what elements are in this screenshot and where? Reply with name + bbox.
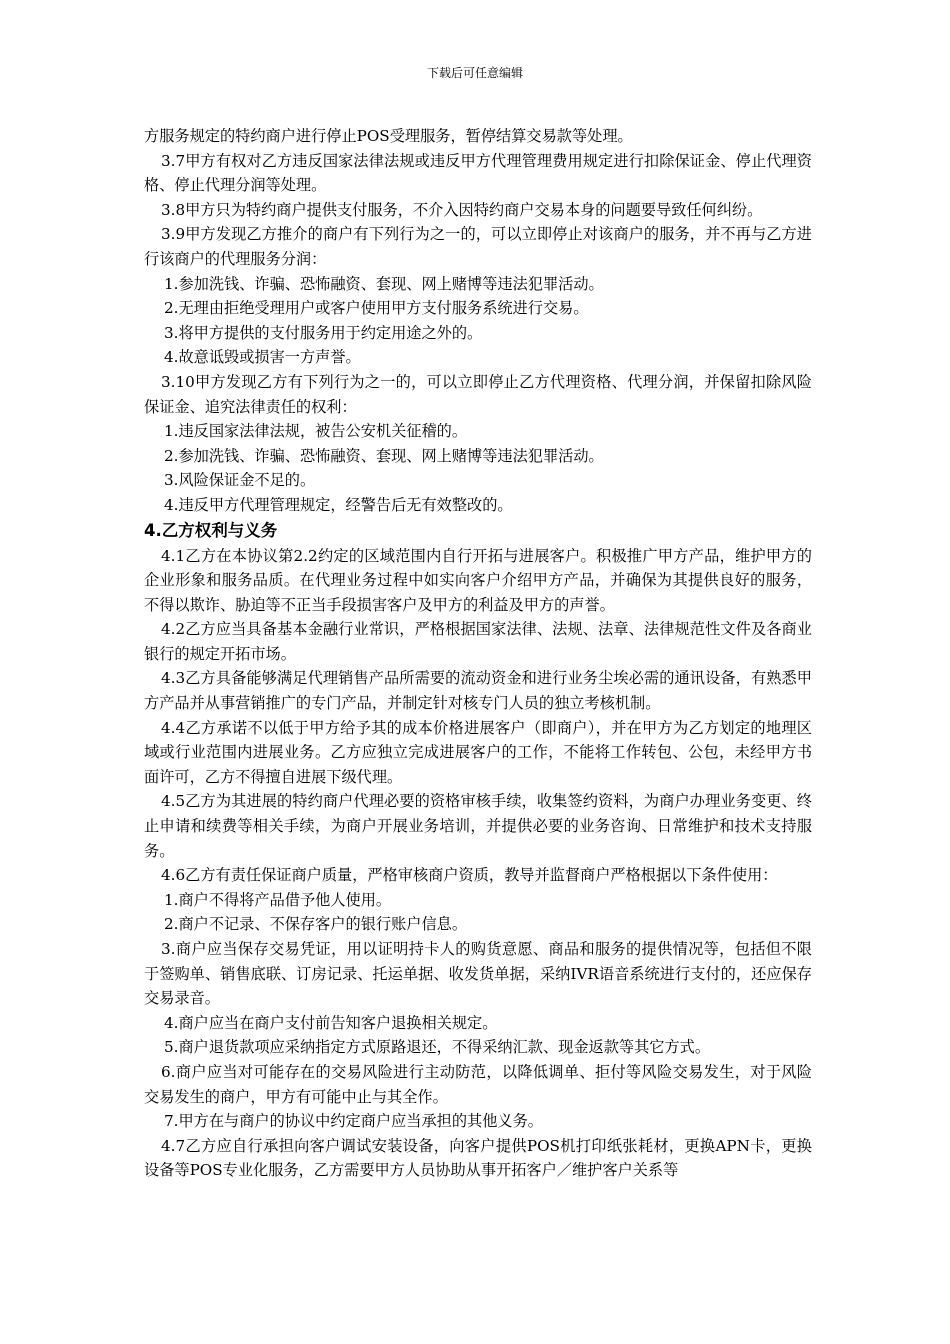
- paragraph: 方服务规定的特约商户进行停止POS受理服务，暂停结算交易款等处理。: [144, 127, 633, 145]
- clause-4-3: 4.3乙方具备能够满足代理销售产品所需要的流动资金和进行业务尘埃必需的通讯设备，有熟悉甲方产品并从事营销推广的专门产品，并制定针对核专门人员的独立考核机制。: [144, 669, 812, 713]
- list-item: 3.将甲方提供的支付服务用于约定用途之外的。: [164, 323, 483, 342]
- list-item: 2.无理由拒绝受理用户或客户使用甲方支付服务系统进行交易。: [164, 299, 589, 318]
- list-item: 7.甲方在与商户的协议中约定商户应当承担的其他义务。: [164, 1112, 543, 1131]
- list-item: 4.故意诋毁或损害一方声誉。: [164, 348, 361, 367]
- clause-4-5: 4.5乙方为其进展的特约商户代理必要的资格审核手续，收集签约资料，为商户办理业务变更、终止申请和续费等相关手续，为商户开展业务培训，并提供必要的业务咨询、日常维护和技术支持服务。: [144, 792, 812, 860]
- list-item: 4.违反甲方代理管理规定，经警告后无有效整改的。: [164, 495, 513, 514]
- clause-4-7: 4.7乙方应自行承担向客户调试安装设备，向客户提供POS机打印纸张耗材，更换APN卡，更换设备等POS专业化服务，乙方需要甲方人员协助从事开拓客户／维护客户关系等: [144, 1136, 812, 1180]
- list-item: 5.商户退货款项应采纳指定方式原路退还，不得采纳汇款、现金返款等其它方式。: [164, 1038, 711, 1057]
- page-header: 下载后可任意编辑: [426, 66, 523, 80]
- clause-3-7: 3.7甲方有权对乙方违反国家法律法规或违反甲方代理管理费用规定进行扣除保证金、停止代理资格、停止代理分润等处理。: [144, 151, 812, 195]
- list-item: 4.商户应当在商户支付前告知客户退换相关规定。: [164, 1013, 498, 1032]
- section-heading: 4.乙方权利与义务: [144, 520, 278, 540]
- clause-4-1: 4.1乙方在本协议第2.2约定的区域范围内自行开拓与进展客户。积极推广甲方产品，维护甲方的企业形象和服务品质。在代理业务过程中如实向客户介绍甲方产品，并确保为其提供良好的服务，不得以欺诈、胁迫等不正当手段损害客户及甲方的利益及甲方的声誉。: [144, 546, 812, 614]
- clause-4-2: 4.2乙方应当具备基本金融行业常识，严格根据国家法律、法规、法章、法律规范性文件及各商业银行的规定开拓市场。: [144, 620, 812, 663]
- list-item: 3.风险保证金不足的。: [164, 471, 316, 490]
- clause-4-6: 4.6乙方有责任保证商户质量，严格审核商户资质，教导并监督商户严格根据以下条件使用：: [161, 866, 778, 885]
- clause-4-4: 4.4乙方承诺不以低于甲方给予其的成本价格进展客户（即商户），并在甲方为乙方划定的地理区域或行业范围内进展业务。乙方应独立完成进展客户的工作，不能将工作转包、公包，未经甲方书面许可，乙方不得擅自进展下级代理。: [144, 718, 812, 786]
- list-item: 3.商户应当保存交易凭证，用以证明持卡人的购货意愿、商品和服务的提供情况等，包括但不限于签购单、销售底联、订房记录、托运单据、收发货单据，采纳IVR语音系统进行支付的，还应保存交易录音。: [144, 940, 812, 1008]
- list-item: 1.违反国家法律法规，被告公安机关征稽的。: [164, 422, 468, 441]
- list-item: 2.参加洗钱、诈骗、恐怖融资、套现、网上赌博等违法犯罪活动。: [164, 446, 604, 465]
- clause-3-8: 3.8甲方只为特约商户提供支付服务，不介入因特约商户交易本身的问题要导致任何纠纷。: [161, 200, 763, 219]
- clause-3-9: 3.9甲方发现乙方推介的商户有下列行为之一的，可以立即停止对该商户的服务，并不再与乙方进行该商户的代理服务分润：: [144, 225, 812, 268]
- list-item: 2.商户不记录、不保存客户的银行账户信息。: [164, 915, 468, 934]
- document-body: [144, 124, 812, 1183]
- clause-3-10: 3.10甲方发现乙方有下列行为之一的，可以立即停止乙方代理资格、代理分润，并保留扣除风险保证金、追究法律责任的权利：: [144, 372, 812, 416]
- list-item: 1.参加洗钱、诈骗、恐怖融资、套现、网上赌博等违法犯罪活动。: [164, 274, 604, 293]
- list-item: 6.商户应当对可能存在的交易风险进行主动防范，以降低调单、拒付等风险交易发生，对于风险交易发生的商户，甲方有可能中止与其全作。: [144, 1062, 812, 1106]
- list-item: 1.商户不得将产品借予他人使用。: [164, 890, 392, 909]
